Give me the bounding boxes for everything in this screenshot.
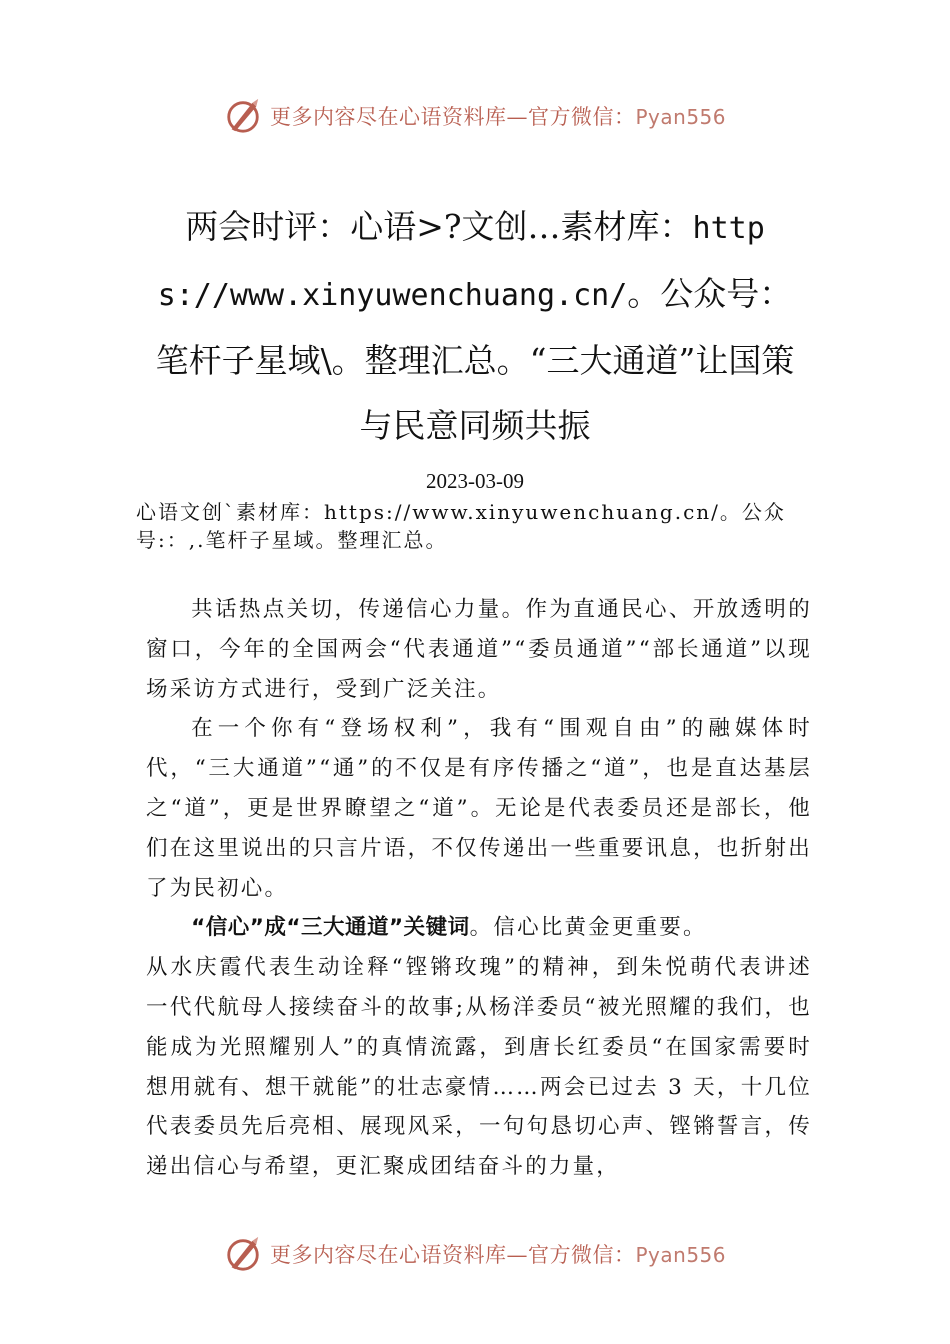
paragraph-3-rest: 。信心比黄金更重要。 (469, 915, 707, 941)
quill-logo-icon (224, 97, 262, 135)
banner-label: 官方微信： (527, 1243, 636, 1267)
banner-wechat-id: Pyan556 (635, 105, 726, 129)
banner-main: 更多内容尽在心语资料库 (269, 1243, 507, 1267)
banner-text (270, 1239, 726, 1269)
banner-dash: — (506, 105, 528, 129)
keyword-heading: “信心”成“三大通道”关键词 (191, 915, 470, 941)
paragraph-2: 在一个你有“登场权利”，我有“围观自由”的融媒体时代，“三大通道”“通”的不仅是有序传播之“道”，也是直达基层之“道”，更是世界瞭望之“道”。无论是代表委员还是部长，他们在这里说出的只言片语，不仅传递出一些重要讯息，也折射出了为民初心。 (146, 716, 812, 901)
header-banner (0, 94, 950, 138)
banner-text (270, 101, 726, 131)
title-url: https://www.xinyuwenchuang.cn/ (157, 211, 765, 313)
footer-banner (0, 1232, 950, 1276)
paragraph-3 (146, 908, 812, 948)
article-body (146, 590, 812, 1187)
banner-main: 更多内容尽在心语资料库 (269, 105, 507, 129)
title-part1: 两会时评：心语>?文创…素材库： (185, 207, 693, 246)
title-part2: 。公众号：笔杆子星域\。整理汇总。“三大通道”让国策与民意同频共振 (155, 274, 795, 445)
banner-dash: — (506, 1243, 528, 1267)
page-title (150, 194, 800, 458)
source-line: 心语文创`素材库：https://www.xinyuwenchuang.cn/。公众号:：,.笔杆子星域。整理汇总。 (136, 500, 786, 552)
banner-label: 官方微信： (527, 105, 636, 129)
publish-date: 2023-03-09 (426, 469, 524, 493)
banner-wechat-id: Pyan556 (635, 1243, 726, 1267)
quill-logo-icon (224, 1235, 262, 1273)
paragraph-4: 从水庆霞代表生动诠释“铿锵玫瑰”的精神，到朱悦萌代表讲述一代代航母人接续奋斗的故事;从杨洋委员“被光照耀的我们，也能成为光照耀别人”的真情流露，到唐长红委员“在国家需要时想用就有、想干就能”的壮志豪情……两会已过去 3 天，十几位代表委员先后亮相、展现风采，一句句恳切心声、铿锵誓言，传递出信心与希望，更汇聚成团结奋斗的力量， (146, 955, 812, 1180)
paragraph-1: 共话热点关切，传递信心力量。作为直通民心、开放透明的窗口，今年的全国两会“代表通道”“委员通道”“部长通道”以现场采访方式进行，受到广泛关注。 (146, 597, 812, 702)
